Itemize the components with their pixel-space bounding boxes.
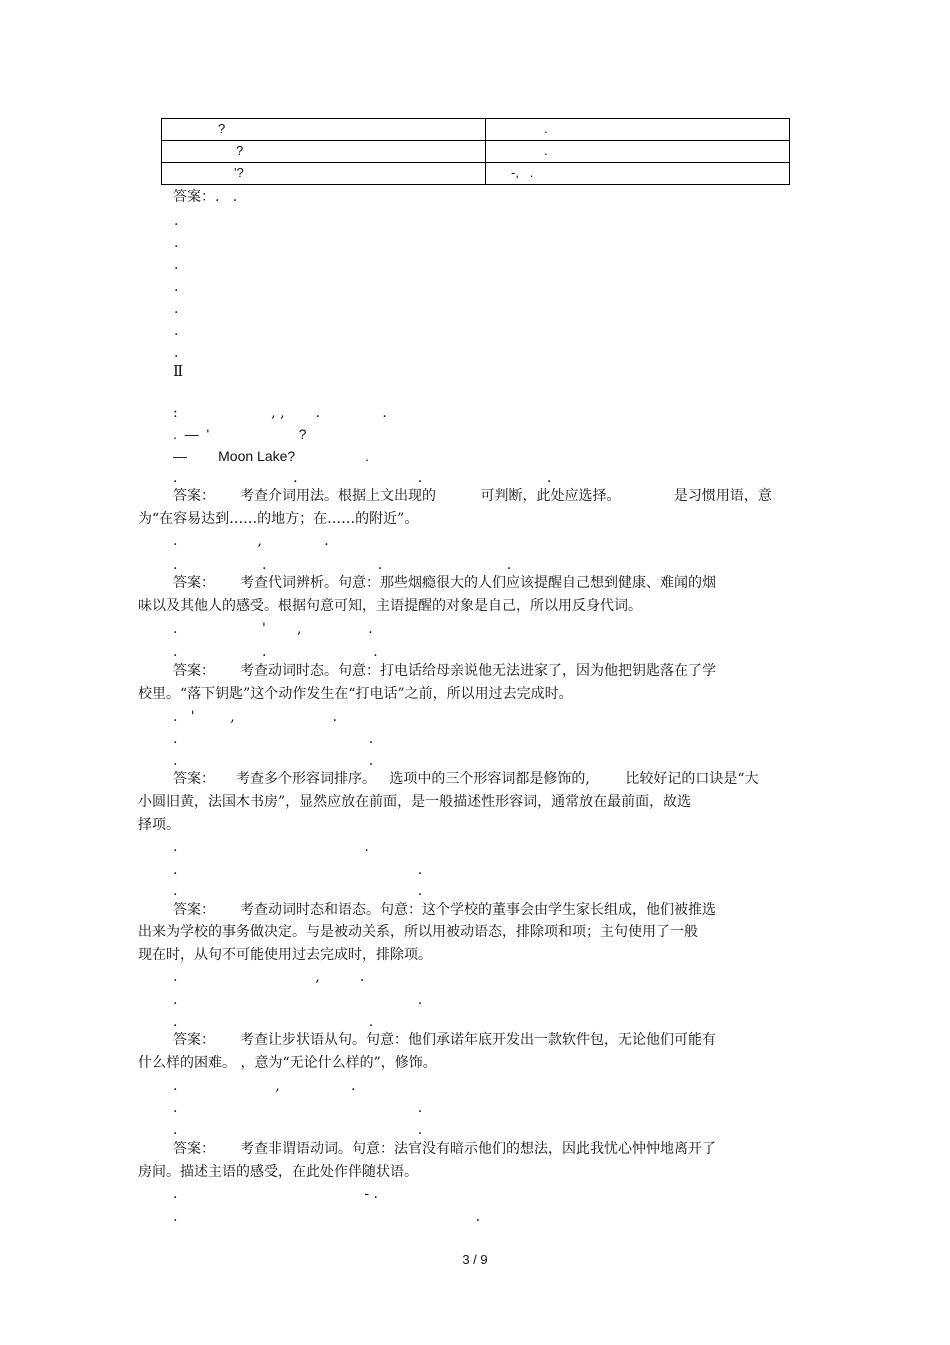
answer-text: 考查非谓语动词。句意：法官没有暗示他们的想法，因此我忧心忡忡地离开了 (240, 1141, 716, 1157)
answer-text: 什么样的困难。 ，意为“无论什么样的”，修饰。 (138, 1055, 437, 1071)
options-line: . . (173, 1014, 374, 1030)
question-line: . ' , . (173, 709, 338, 725)
answer-label: 答案： (173, 575, 215, 591)
answer-text: 考查让步状语从句。句意：他们承诺年底开发出一款软件包，无论他们可能有 (240, 1032, 716, 1048)
answer-text: 考查动词时态和语态。句意：这个学校的董事会由学生家长组成，他们被推选 (240, 902, 716, 918)
table-row (162, 119, 790, 141)
question-table (161, 118, 790, 185)
question-line: . ' , . (173, 621, 373, 637)
cell-text: ? (236, 143, 244, 158)
answer-text: 小圆旧黄，法国木书房”，显然应放在前面，是一般描述性形容词，通常放在最前面，故选 (138, 794, 692, 810)
answer-label: 答案： (173, 771, 215, 787)
question-line: . . (173, 839, 369, 855)
answer-text: 考查介词用法。根据上文出现的 可判断，此处应选择。 是习惯用语，意 (240, 488, 772, 504)
options-line: . . (173, 753, 374, 769)
dot-line: . (174, 279, 179, 295)
cell-text: . (544, 121, 548, 136)
answer-text: 房间。描述主语的感受，在此处作伴随状语。 (138, 1164, 418, 1180)
answer-text: 出来为学校的事务做决定。与是被动关系，所以用被动语态，排除项和项；主句使用了一般 (138, 924, 698, 940)
dot-line: . (174, 257, 179, 273)
answer-text: 考查动词时态。句意：打电话给母亲说他无法进家了，因为他把钥匙落在了学 (240, 663, 716, 679)
dot-line: . (174, 235, 179, 251)
options-line: . . (173, 1100, 423, 1116)
table-cell (162, 163, 486, 185)
dot-line: . (174, 323, 179, 339)
answer-text: 现在时，从句不可能使用过去完成时，排除项。 (138, 947, 432, 963)
question-line: — Moon Lake? . (173, 448, 370, 464)
options-line: . . (173, 862, 423, 878)
table-row (162, 141, 790, 163)
question-line: . — ' ? (173, 426, 307, 442)
dot-line: . (174, 345, 179, 361)
instruction-line: : , , . . (173, 405, 387, 421)
answer-line: 答案：. . (173, 189, 238, 205)
answer-label: 答案： (173, 1141, 215, 1157)
question-line: . , . (173, 1078, 356, 1094)
answer-text: 考查代词辨析。句意：那些烟瘾很大的人们应该提醒自己想到健康、难闻的烟 (240, 575, 716, 591)
table-cell (486, 141, 790, 163)
answer-text: 择项。 (138, 817, 180, 833)
question-line: . , . (173, 969, 365, 985)
options-line: . . . . (173, 470, 552, 486)
cell-text: -, . (511, 165, 534, 180)
answer-label: 答案： (173, 1032, 215, 1048)
answer-text: 味以及其他人的感受。根据句意可知，主语提醒的对象是自己，所以用反身代词。 (138, 598, 642, 614)
answer-text: 校里。“落下钥匙”这个动作发生在“打电话”之前，所以用过去完成时。 (138, 686, 573, 702)
table-cell (486, 119, 790, 141)
dot-line: . (174, 213, 179, 229)
options-line: . . (173, 1209, 481, 1225)
page-number: 3 / 9 (462, 1252, 488, 1267)
table-cell (162, 119, 486, 141)
cell-text: . (544, 143, 548, 158)
question-line: . - . (173, 1186, 378, 1202)
answer-label: 答案： (173, 488, 215, 504)
options-line: . . (173, 1122, 423, 1138)
answer-text: 考查多个形容词排序。 选项中的三个形容词都是修饰的, 比较好记的口诀是“大 (236, 771, 759, 787)
cell-text: ? (218, 121, 226, 136)
options-line: . . (173, 992, 423, 1008)
dot-line: . (174, 301, 179, 317)
answer-label: 答案： (173, 663, 215, 679)
section-label: Ⅱ (173, 362, 184, 380)
table-cell (486, 163, 790, 185)
table-cell (162, 141, 486, 163)
answer-label: 答案： (173, 902, 215, 918)
options-line: . . . . (173, 557, 512, 573)
table-row (162, 163, 790, 185)
cell-text: '? (234, 165, 244, 180)
options-line: . . (173, 731, 374, 747)
options-line: . . . (173, 644, 378, 660)
question-line: . , . (173, 533, 329, 549)
options-line: . . (173, 883, 423, 899)
answer-text: 为“在容易达到……的地方；在……的附近”。 (138, 511, 419, 527)
